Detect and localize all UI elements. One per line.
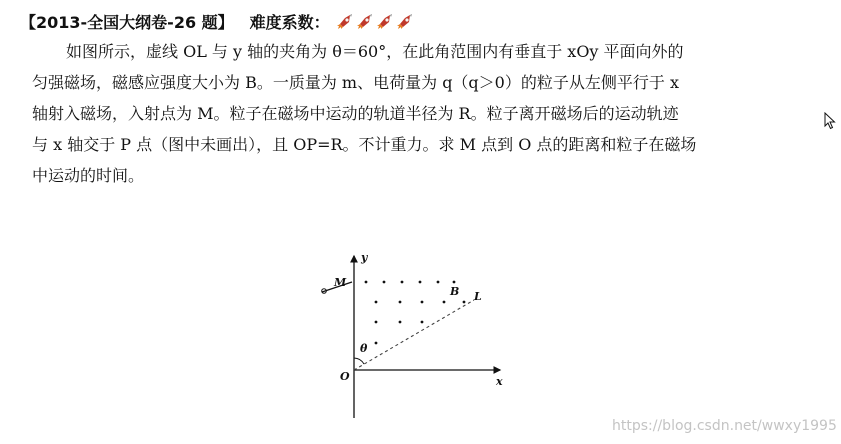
field-dot (375, 321, 378, 324)
field-dot (419, 281, 422, 284)
problem-line: 中运动的时间。 (32, 166, 145, 185)
difficulty-label: 难度系数： (249, 13, 330, 32)
magnetic-field-figure (318, 248, 518, 423)
difficulty-rating (336, 13, 414, 31)
label-M: M (334, 276, 347, 289)
problem-line: 轴射入磁场，入射点为 M。粒子在磁场中运动的轨道半径为 R。粒子离开磁场后的运动轨迹 (32, 104, 679, 123)
problem-source-tag: 【2013-全国大纲卷-26 题】 (20, 13, 234, 32)
problem-line: 与 x 轴交于 P 点（图中未画出），且 OP=R。不计重力。求 M 点到 O 点的距离和粒子在磁场 (32, 135, 697, 154)
field-dot (453, 281, 456, 284)
problem-statement (32, 36, 782, 191)
field-dot (399, 301, 402, 304)
field-dot (421, 321, 424, 324)
field-dot (383, 281, 386, 284)
mouse-pointer-icon (824, 112, 836, 130)
field-dot (375, 301, 378, 304)
rocket-icon (396, 13, 414, 31)
field-dot (399, 321, 402, 324)
field-dot (421, 301, 424, 304)
field-dot (375, 342, 378, 345)
field-dot (401, 281, 404, 284)
rocket-icon (376, 13, 394, 31)
field-dot (437, 281, 440, 284)
label-B: B (450, 285, 460, 298)
angle-arc (354, 358, 364, 364)
rocket-icon (336, 13, 354, 31)
label-L: L (474, 290, 482, 303)
watermark: https://blog.csdn.net/wwxy1995 (612, 418, 837, 434)
label-theta: θ (360, 342, 368, 355)
problem-line: 如图所示，虚线 OL 与 y 轴的夹角为 θ＝60°，在此角范围内有垂直于 xOy 平面向外的 (66, 42, 684, 61)
problem-line: 匀强磁场，磁感应强度大小为 B。一质量为 m、电荷量为 q（q＞0）的粒子从左侧平行于 x (32, 73, 679, 92)
problem-header (20, 10, 414, 33)
label-y: y (361, 251, 368, 264)
rocket-icon (356, 13, 374, 31)
label-x: x (496, 375, 503, 388)
label-O: O (340, 370, 350, 383)
field-dot (443, 301, 446, 304)
field-dot (365, 281, 368, 284)
boundary-line-OL (354, 300, 474, 370)
field-dot (463, 301, 466, 304)
